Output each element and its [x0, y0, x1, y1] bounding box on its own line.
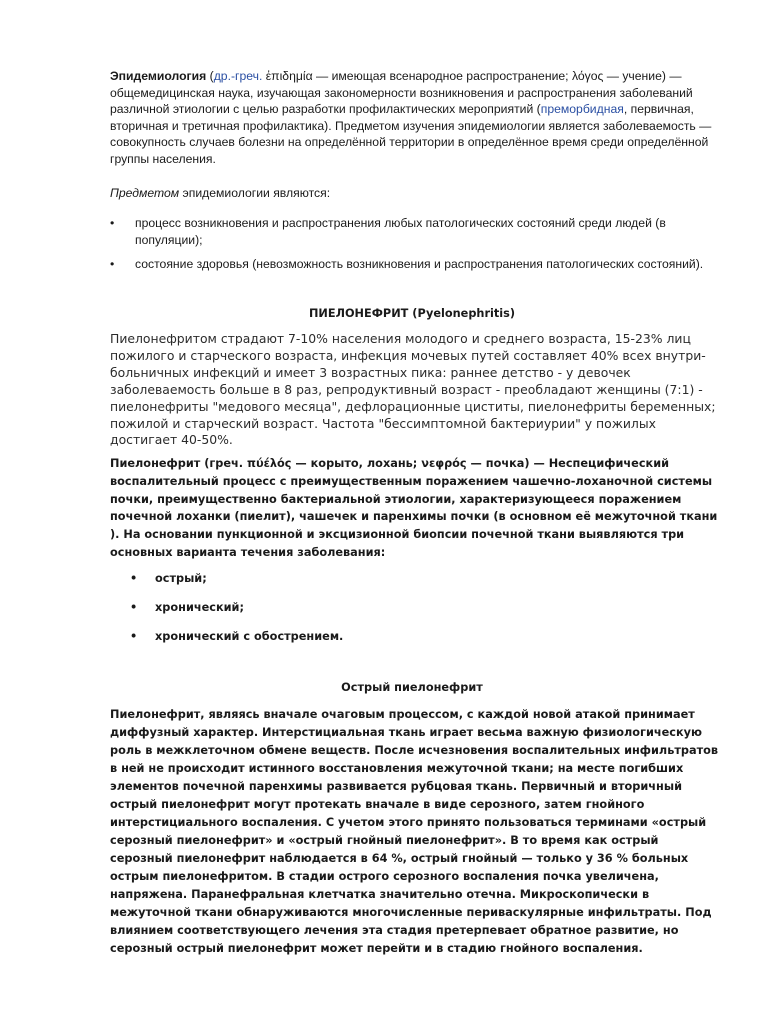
subject-list	[110, 215, 720, 273]
greek-word: λόγος	[571, 69, 604, 83]
list-item: • острый;	[130, 572, 207, 585]
epidemiology-definition: Эпидемиология (др.-греч. ἐπιδημία — имеющая всенародное распространение; λόγος — учение) — общемедицинская наука, изучающая закономерности возникновения и распространения заболеваний различной этиологии с целью разработки профилактических мероприятий (преморбидная, первичная, вторичная и третичная профилактика). Предметом изучения эпидемиологии является заболеваемость — совокупность случаев болезни на определённой территории в определённое время среди определённой группы населения.	[110, 69, 712, 166]
bullet: •	[130, 601, 138, 614]
list-item: • хронический с обострением.	[130, 630, 344, 643]
bullet: •	[130, 630, 138, 643]
acute-pyelonephritis-paragraph: Пиелонефрит, являясь вначале очаговым процессом, с каждой новой атакой принимает диффузный характер. Интерстициальная ткань играет весьма важную физиологическую роль в межклеточном обмене веществ. После исчезновения воспалительных инфильтратов в ней не происходит истинного восстановления межуточной ткани; на месте погибших элементов почечной паренхимы развивается рубцовая ткань. Первичный и вторичный острый пиелонефрит могут протекать вначале в виде серозного, затем гнойного интерстициального воспаления. С учетом этого принято пользоваться терминами «острый серозный пиелонефрит» и «острый гнойный пиелонефрит». В то время как острый серозный пиелонефрит наблюдается в 64 %, острый гнойный — только у 36 % больных острым пиелонефритом. В стадии острого серозного воспаления почка увеличена, напряжена. Паранефральная клетчатка значительно отечна. Микроскопически в межуточной ткани обнаруживаются многочисленные периваскулярные инфильтраты. Под влиянием соответствующего лечения эта стадия претерпевает обратное развитие, но серозный острый пиелонефрит может перейти и в стадию гнойного воспаления.	[110, 708, 719, 955]
bullet: •	[110, 216, 115, 231]
list-item: • процесс возникновения и распространения любых патологических состояний среди людей (в популяции);	[110, 216, 666, 247]
subject-line: Предметом эпидемиологии являются:	[110, 185, 331, 200]
statistics-paragraph: Пиелонефритом страдают 7-10% населения молодого и среднего возраста, 15-23% лиц пожилого и старческого возраста, инфекция мочевых путей составляет 40% всех внутри-больничных инфекций и имеет 3 возрастных пика: раннее детство - у девочек заболеваемость больше в 8 раз, репродуктивный возраст - преобладают женщины (7:1) - пиелонефриты "медового месяца", дефлорационные циститы, пиелонефриты беременных; пожилой и старческий возраст. Частота "бессимптомной бактериурии" у пожилых достигает 40-50%.	[110, 331, 716, 448]
course-variants-list	[130, 572, 343, 659]
acute-pyelonephritis-heading: Острый пиелонефрит	[341, 681, 483, 694]
list-item: • состояние здоровья (невозможность возникновения и распространения патологических состояний).	[110, 257, 704, 272]
pyelonephritis-definition: Пиелонефрит (греч. πύέλός — корыто, лохань; νεφρός — почка) — Неспецифический воспалительный процесс с преимущественным поражением чашечно-лоханочной системы почки, преимущественно бактериальной этиологии, характеризующееся поражением почечной лоханки (пиелит), чашечек и паренхимы почки (в основном её межуточной ткани ). На основании пункционной и эксцизионной биопсии почечной ткани выявляются три основных варианта течения заболевания:	[110, 457, 718, 559]
bullet: •	[110, 257, 115, 272]
greek-word: ἐπιδημία	[265, 69, 313, 83]
epidemiology-term: Эпидемиология	[110, 69, 207, 83]
bullet: •	[130, 572, 138, 585]
premorbid-link[interactable]: преморбидная	[540, 102, 624, 117]
pyelonephritis-heading: ПИЕЛОНЕФРИТ (Pyelonephritis)	[308, 307, 516, 320]
epidemiology-section	[110, 68, 720, 281]
greek-origin-link[interactable]: др.-греч.	[213, 69, 263, 83]
list-item: • хронический;	[130, 601, 244, 614]
